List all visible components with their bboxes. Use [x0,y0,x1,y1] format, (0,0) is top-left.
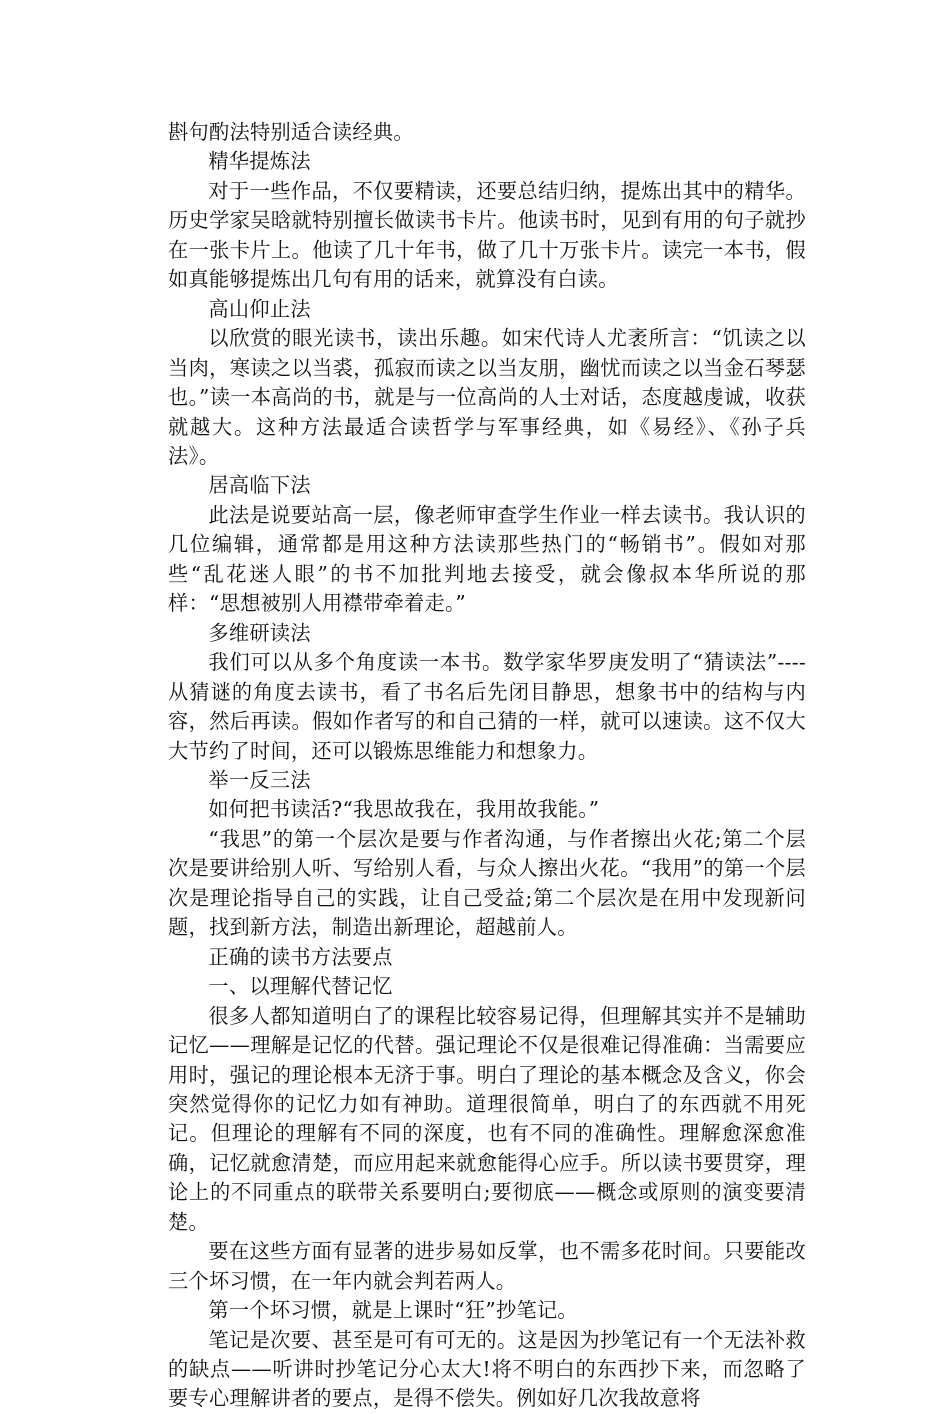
heading-method-points: 正确的读书方法要点 [208,944,393,969]
paragraph: 如何把书读活?“我思故我在，我用故我能。” [208,797,600,822]
document-body [168,118,806,1414]
paragraph: 很多人都知道明白了的课程比较容易记得，但理解其实并不是辅助记忆——理解是记忆的代替。强记理论不仅是很难记得准确：当需要应用时，强记的理论根本无济于事。明白了理论的基本概念及含义，你会突然觉得你的记忆力如有神助。道理很简单，明白了的东西就不用死记。但理论的理解有不同的深度，也有不同的准确性。理解愈深愈准确，记忆就愈清楚，而应用起来就愈能得心应手。所以读书要贯穿，理论上的不同重点的联带关系要明白;要彻底——概念或原则的演变要清楚。 [168,1003,806,1234]
paragraph: 笔记是次要、甚至是可有可无的。这是因为抄笔记有一个无法补救的缺点——听讲时抄笔记分心太大!将不明白的东西抄下来，而忽略了要专心理解讲者的要点，是得不偿失。例如好几次我故意将 [168,1327,806,1411]
heading-jinghua: 精华提炼法 [208,149,311,174]
paragraph: 要在这些方面有显著的进步易如反掌，也不需多花时间。只要能改三个坏习惯，在一年内就会判若两人。 [168,1239,806,1293]
paragraph: 对于一些作品，不仅要精读，还要总结归纳，提炼出其中的精华。历史学家吴晗就特别擅长做读书卡片。他读书时，见到有用的句子就抄在一张卡片上。他读了几十年书，做了几十万张卡片。读完一本书，假如真能够提炼出几句有用的话来，就算没有白读。 [168,178,806,292]
heading-point-one: 一、以理解代替记忆 [208,974,393,999]
paragraph: 第一个坏习惯，就是上课时“狂”抄笔记。 [208,1298,578,1323]
heading-jugao: 居高临下法 [208,473,311,498]
paragraph: 此法是说要站高一层，像老师审查学生作业一样去读书。我认识的几位编辑，通常都是用这种方法读那些热门的“畅销书”。假如对那些“乱花迷人眼”的书不加批判地去接受，就会像叔本华所说的那样：“思想被别人用襟带牵着走。” [168,502,806,616]
heading-juyi: 举一反三法 [208,767,311,792]
paragraph-continuation: 斟句酌法特别适合读经典。 [168,120,414,144]
paragraph: “我思”的第一个层次是要与作者沟通，与作者擦出火花;第二个层次是要讲给别人听、写给别人看，与众人擦出火花。“我用”的第一个层次是理论指导自己的实践，让自己受益;第二个层次是在用中发现新问题，找到新方法，制造出新理论，超越前人。 [168,826,806,940]
heading-duowei: 多维研读法 [208,620,311,645]
paragraph: 我们可以从多个角度读一本书。数学家华罗庚发明了“猜读法”----从猜谜的角度去读书，看了书名后先闭目静思，想象书中的结构与内容，然后再读。假如作者写的和自己猜的一样，就可以速读。这不仅大大节约了时间，还可以锻炼思维能力和想象力。 [168,650,806,763]
heading-gaoshan: 高山仰止法 [208,296,311,321]
paragraph: 以欣赏的眼光读书，读出乐趣。如宋代诗人尤袤所言：“饥读之以当肉，寒读之以当裘，孤寂而读之以当友朋，幽忧而读之以当金石琴瑟也。”读一本高尚的书，就是与一位高尚的人士对话，态度越虔诚，收获就越大。这种方法最适合读哲学与军事经典，如《易经》、《孙子兵法》。 [168,326,806,468]
